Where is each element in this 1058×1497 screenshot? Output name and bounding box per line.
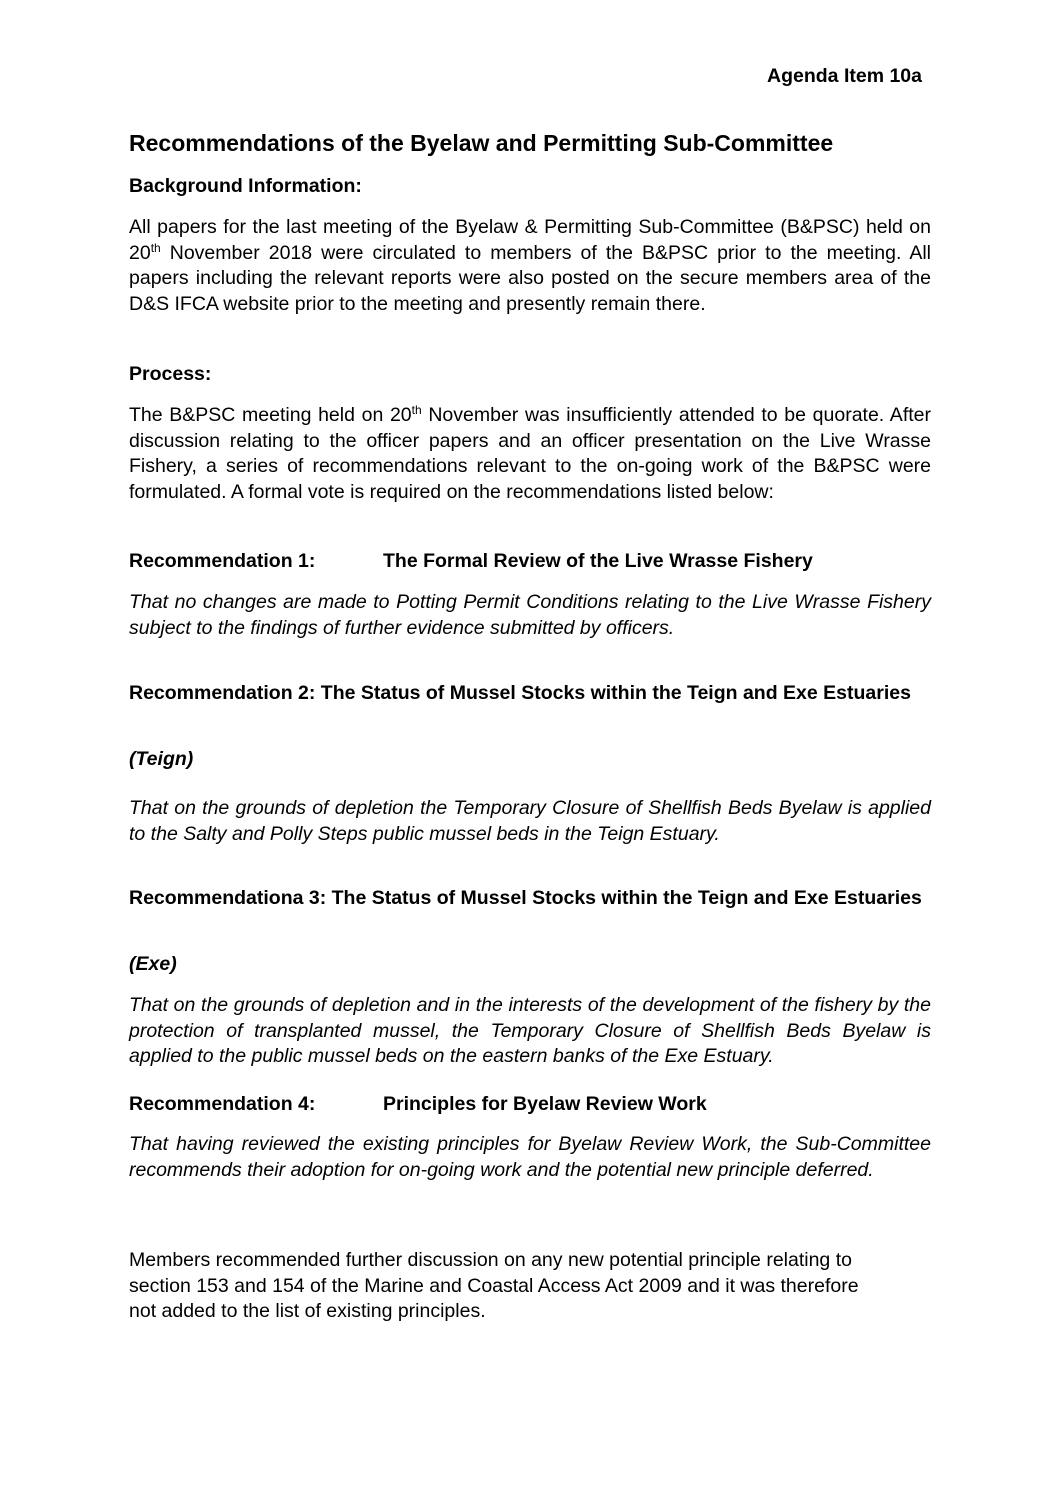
recommendation-3-heading: Recommendationa 3: The Status of Mussel Stocks within the Teign and Exe Estuaries — [129, 887, 922, 909]
background-paragraph — [129, 215, 931, 317]
recommendation-1-heading — [129, 549, 813, 575]
background-text-end: November 2018 were circulated to members of the B&PSC prior to the meeting. All papers including the relevant reports were also posted on the secure members area of the D&S IFCA website prior to the meeting and presently remain there. — [129, 241, 931, 315]
process-text-start: The B&PSC meeting held on 20 — [129, 404, 412, 426]
recommendation-1-number: Recommendation 1: — [129, 550, 316, 572]
process-heading: Process: — [129, 363, 212, 385]
agenda-item-label: Agenda Item 10a — [767, 65, 922, 87]
process-text-end: November was insufficiently attended to be quorate. After discussion relating to the officer papers and an officer presentation on the Live Wrasse Fishery, a series of recommendations relevant to the on-going work of the B&PSC were formulated. A formal vote is required on the recommendations listed below: — [129, 404, 931, 503]
recommendation-4-number: Recommendation 4: — [129, 1093, 316, 1115]
recommendation-2-subheading: (Teign) — [129, 748, 194, 770]
background-heading: Background Information: — [129, 175, 362, 197]
recommendation-3-subheading: (Exe) — [129, 953, 177, 975]
background-ordinal-suffix: th — [150, 240, 161, 255]
recommendation-1-title: The Formal Review of the Live Wrasse Fishery — [383, 550, 813, 572]
background-text-start: All papers for the last meeting of the Byelaw & Permitting Sub-Committee (B&PSC) held on 20 — [129, 216, 931, 264]
recommendation-4-text: That having reviewed the existing principles for Byelaw Review Work, the Sub-Committee recommends their adoption for on-going work and the potential new principle deferred. — [129, 1133, 931, 1181]
closing-line-3: not added to the list of existing principles. — [129, 1300, 486, 1322]
process-ordinal-suffix: th — [411, 403, 422, 417]
closing-line-2: section 153 and 154 of the Marine and Coastal Access Act 2009 and it was therefore — [129, 1274, 859, 1297]
recommendation-2-text: That on the grounds of depletion the Temporary Closure of Shellfish Beds Byelaw is applied to the Salty and Polly Steps public mussel beds in the Teign Estuary. — [129, 797, 931, 845]
recommendation-4-heading — [129, 1092, 707, 1118]
page-title: Recommendations of the Byelaw and Permitting Sub-Committee — [129, 130, 834, 156]
recommendation-1-text: That no changes are made to Potting Permit Conditions relating to the Live Wrasse Fishery subject to the findings of further evidence submitted by officers. — [129, 591, 931, 639]
recommendation-4-title: Principles for Byelaw Review Work — [383, 1093, 707, 1115]
recommendation-3-text: That on the grounds of depletion and in the interests of the development of the fishery by the protection of transplanted mussel, the Temporary Closure of Shellfish Beds Byelaw is applied to the public mussel beds on the eastern banks of the Exe Estuary. — [129, 994, 931, 1067]
recommendation-2-heading: Recommendation 2: The Status of Mussel Stocks within the Teign and Exe Estuaries — [129, 682, 911, 704]
closing-paragraph — [129, 1248, 931, 1325]
closing-line-1: Members recommended further discussion on any new potential principle relating to — [129, 1249, 852, 1271]
process-paragraph — [129, 403, 931, 505]
